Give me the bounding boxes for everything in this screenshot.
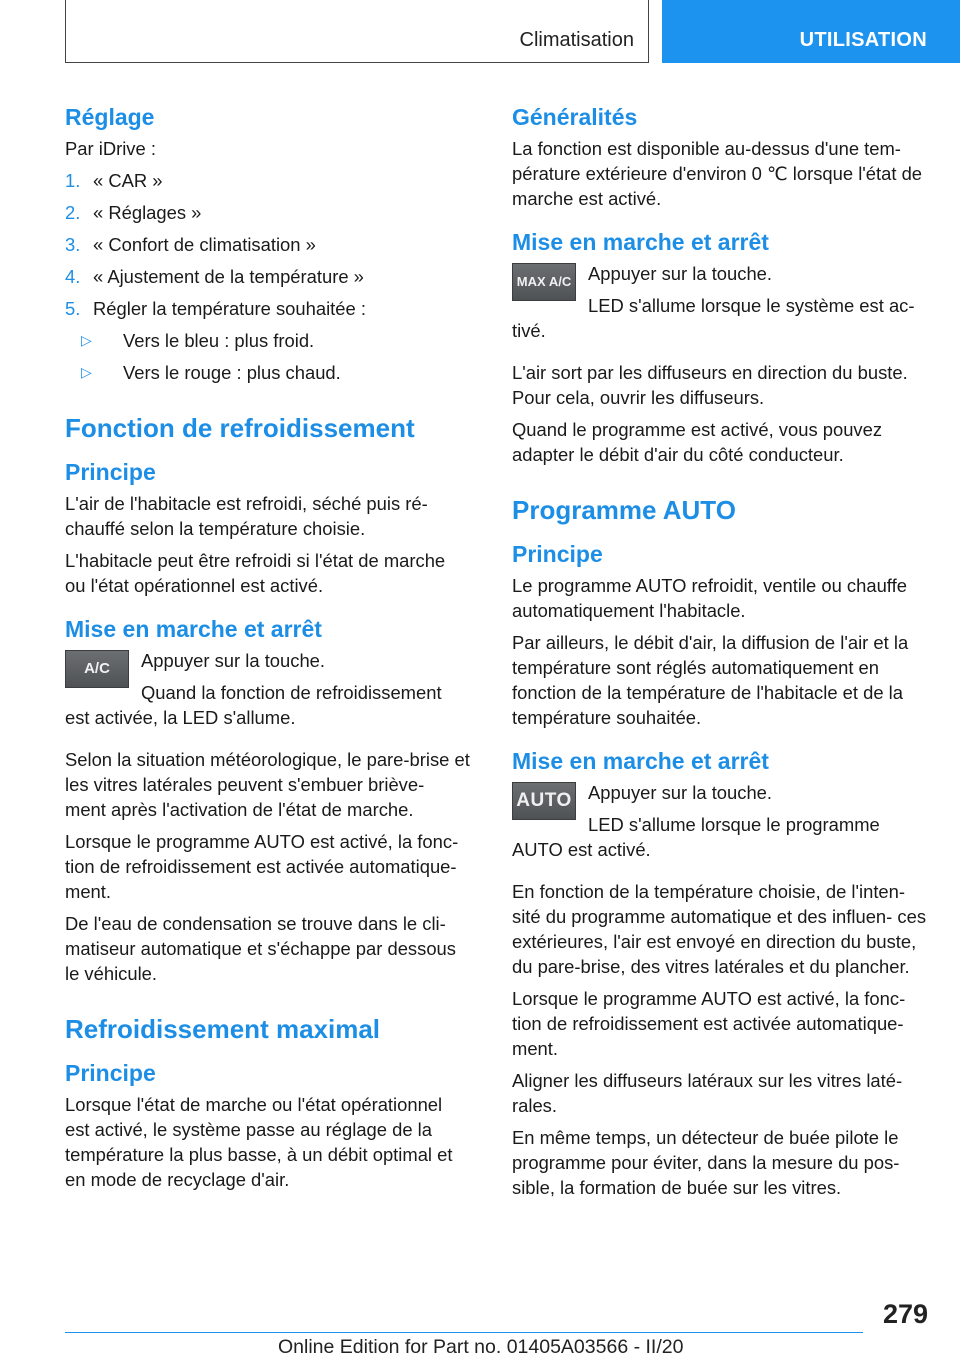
paragraph: Lorsque le programme AUTO est activé, la fonc‐ tion de refroidissement est activée automatique‐ ment. — [65, 831, 459, 902]
reglage-steps — [65, 168, 470, 321]
footer-edition — [278, 1336, 683, 1359]
mise-en-marche-heading: Mise en marche et arrêt — [512, 229, 769, 255]
programme-auto-heading: Programme AUTO — [512, 495, 736, 525]
paragraph: L'air sort par les diffuseurs en direction du buste. Pour cela, ouvrir les diffuseurs. — [512, 362, 908, 408]
ac-button-row — [65, 648, 470, 737]
step-item — [65, 296, 470, 321]
left-column — [65, 100, 470, 1199]
paragraph: Appuyer sur la touche. — [588, 263, 773, 284]
paragraph: LED s'allume lorsque le système est ac‐ tivé. — [512, 295, 915, 341]
header-section-title: Climatisation — [519, 29, 634, 51]
paragraph: De l'eau de condensation se trouve dans le cli‐ matiseur automatique et s'échappe par dessous le véhicule. — [65, 913, 456, 984]
step-number: 5. — [65, 298, 81, 319]
paragraph: La fonction est disponible au-dessus d'une tem‐ pérature extérieure d'environ 0 ℃ lorsque l'état de marche est activé. — [512, 138, 923, 209]
mise-en-marche-heading: Mise en marche et arrêt — [65, 616, 322, 642]
sub-text: Vers le rouge : plus chaud. — [123, 362, 341, 383]
reglage-heading: Réglage — [65, 104, 155, 130]
step-number: 1. — [65, 170, 81, 191]
paragraph: Par ailleurs, le débit d'air, la diffusion de l'air et la température sont réglés automatiquement en fonction de la température de l'habitacle et de la température souhaitée. — [512, 632, 909, 728]
paragraph: Lorsque le programme AUTO est activé, la fonc‐ tion de refroidissement est activée automatique‐ ment. — [512, 988, 906, 1059]
step-item — [65, 232, 470, 257]
reglage-sub-list — [65, 328, 470, 385]
sub-item — [65, 328, 470, 353]
auto-button-row — [512, 780, 930, 869]
step-number: 3. — [65, 234, 81, 255]
paragraph: En même temps, un détecteur de buée pilote le programme pour éviter, dans la mesure du pos‐ sible, la formation de buée sur les vitres. — [512, 1127, 900, 1198]
step-text: « Confort de climatisation » — [93, 234, 316, 255]
auto-button-icon: AUTO — [512, 782, 576, 820]
paragraph: Selon la situation météorologique, le pare-brise et les vitres latérales peuvent s'embuer briève‐ ment après l'activation de l'état de marche. — [65, 749, 470, 820]
footer-divider — [65, 1332, 863, 1333]
page-number: 279 — [882, 1299, 928, 1329]
step-text: Régler la température souhaitée : — [93, 298, 366, 319]
header-section-box — [65, 0, 649, 63]
right-column — [512, 100, 930, 1207]
mise-en-marche-heading: Mise en marche et arrêt — [512, 748, 769, 774]
paragraph: Quand le programme est activé, vous pouvez adapter le débit d'air du côté conducteur. — [512, 419, 883, 465]
paragraph: Quand la fonction de refroidissement est activée, la LED s'allume. — [65, 682, 442, 728]
max-ac-button-icon: MAX A/C — [512, 263, 576, 301]
max-ac-button-row — [512, 261, 930, 350]
refroidissement-maximal-heading: Refroidissement maximal — [65, 1014, 381, 1044]
principe-heading: Principe — [65, 459, 156, 485]
paragraph: Aligner les diffuseurs latéraux sur les vitres laté‐ rales. — [512, 1070, 903, 1116]
paragraph: L'air de l'habitacle est refroidi, séché puis ré‐ chauffé selon la température choisie. — [65, 493, 428, 539]
principe-heading: Principe — [512, 541, 603, 567]
sub-text: Vers le bleu : plus froid. — [123, 330, 315, 351]
step-text: « Réglages » — [93, 202, 202, 223]
paragraph: LED s'allume lorsque le programme AUTO est activé. — [512, 814, 880, 860]
paragraph: Appuyer sur la touche. — [588, 782, 773, 803]
step-text: « CAR » — [93, 170, 163, 191]
paragraph: En fonction de la température choisie, de l'inten‐ sité du programme automatique et des influen‐ ces extérieures, l'air est envoyé en direction du buste, du pare-brise, des vitres latérales et du plancher. — [512, 881, 927, 977]
header-chapter-box — [662, 0, 960, 63]
step-item — [65, 168, 470, 193]
reglage-intro: Par iDrive : — [65, 138, 156, 159]
step-number: 2. — [65, 202, 81, 223]
triangle-bullet-icon: ▷ — [81, 332, 92, 348]
step-item — [65, 200, 470, 225]
header-chapter-title: UTILISATION — [799, 29, 927, 51]
step-item — [65, 264, 470, 289]
paragraph: Appuyer sur la touche. — [141, 650, 326, 671]
ac-button-icon: A/C — [65, 650, 129, 688]
paragraph: Lorsque l'état de marche ou l'état opérationnel est activé, le système passe au réglage de la température la plus basse, à un débit optimal et en mode de recyclage d'air. — [65, 1094, 453, 1190]
triangle-bullet-icon: ▷ — [81, 364, 92, 380]
sub-item — [65, 360, 470, 385]
footer-edition-text: Online Edition for Part no. 01405A03566 - II/20 — [278, 1336, 684, 1358]
generalites-heading: Généralités — [512, 104, 638, 130]
step-text: « Ajustement de la température » — [93, 266, 364, 287]
principe-heading: Principe — [65, 1060, 156, 1086]
step-number: 4. — [65, 266, 81, 287]
refroidissement-heading: Fonction de refroidissement — [65, 413, 415, 443]
paragraph: L'habitacle peut être refroidi si l'état de marche ou l'état opérationnel est activé. — [65, 550, 446, 596]
paragraph: Le programme AUTO refroidit, ventile ou chauffe automatiquement l'habitacle. — [512, 575, 907, 621]
